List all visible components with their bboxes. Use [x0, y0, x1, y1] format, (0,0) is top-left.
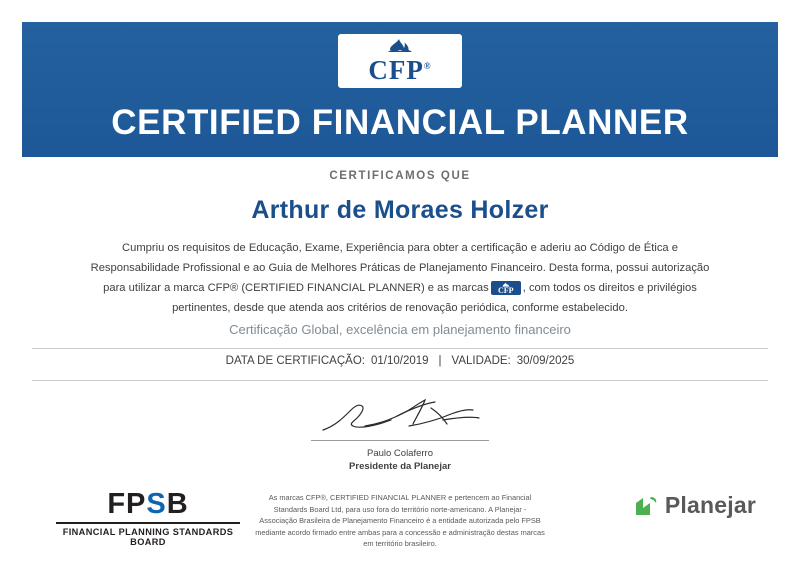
- holder-name: Arthur de Moraes Holzer: [251, 196, 549, 224]
- planejar-leaf-icon: [634, 495, 658, 517]
- fpsb-mark-s: S: [146, 488, 167, 520]
- certificate-footer: [0, 478, 800, 566]
- certify-label: CERTIFICAMOS QUE: [329, 170, 471, 182]
- flame-icon: [387, 37, 413, 53]
- certificate-header-band: [22, 22, 778, 157]
- divider-top: [32, 348, 768, 349]
- fpsb-mark-left: FP: [107, 488, 147, 520]
- validity-label: VALIDADE:: [451, 355, 511, 367]
- signature-rule: [311, 440, 489, 441]
- fpsb-divider: [56, 522, 240, 524]
- cfp-inline-logo-icon: CFP: [491, 281, 521, 295]
- signatory-name: Paulo Colaferro: [366, 448, 433, 459]
- dates-separator: |: [438, 355, 442, 367]
- fpsb-mark: [48, 488, 248, 520]
- certification-date-label: DATA DE CERTIFICAÇÃO:: [225, 355, 365, 367]
- fpsb-mark-right: B: [166, 488, 189, 520]
- cfp-logo-text: [338, 57, 462, 84]
- signature-image: [305, 396, 495, 438]
- signatory-role: Presidente da Planejar: [349, 461, 451, 472]
- footer-disclaimer: As marcas CFP®, CERTIFIED FINANCIAL PLANNER e pertencem ao Financial Standards Board Ltd, para uso fora do território norte-americano. A Planejar - Associação Brasileira de Planejamento Financeiro é a entidade autorizada pelo FPSB mediante acordo firmado entre ambas para a concessão e administração destas marcas em território brasileiro.: [255, 493, 545, 548]
- cfp-logo-letters: CFP: [368, 55, 424, 85]
- planejar-logo: [634, 492, 756, 519]
- fpsb-subtitle: FINANCIAL PLANNING STANDARDS BOARD: [62, 527, 234, 547]
- cfp-logo-registered: ®: [423, 61, 432, 71]
- dates-row: [0, 355, 800, 367]
- certificate-paragraph: [78, 238, 722, 318]
- divider-bottom: [32, 380, 768, 381]
- certificate-title: CERTIFIED FINANCIAL PLANNER: [111, 103, 689, 142]
- validity-value: 30/09/2025: [516, 355, 575, 367]
- paragraph-part-2: , com todos os direitos e privilégios pertinentes, desde que atenda aos critérios de renovação periódica, conforme estabelecido.: [172, 282, 697, 314]
- fpsb-logo: [48, 488, 248, 547]
- tagline: Certificação Global, excelência em planejamento financeiro: [229, 322, 571, 337]
- planejar-wordmark: Planejar: [664, 492, 756, 518]
- paragraph-part-1: Cumpriu os requisitos de Educação, Exame, Experiência para obter a certificação e aderiu ao Código de Ética e Responsabilidade Profissional e ao Guia de Melhores Práticas de Planejamento Financeiro. Desta forma, possui autorização para utilizar a marca CFP® (CERTIFIED FINANCIAL PLANNER) e as marcas: [90, 242, 710, 294]
- cfp-logo: [338, 34, 462, 88]
- cfp-logo-wrap: [22, 34, 778, 93]
- signature-block: [0, 396, 800, 473]
- certification-date-value: 01/10/2019: [370, 355, 429, 367]
